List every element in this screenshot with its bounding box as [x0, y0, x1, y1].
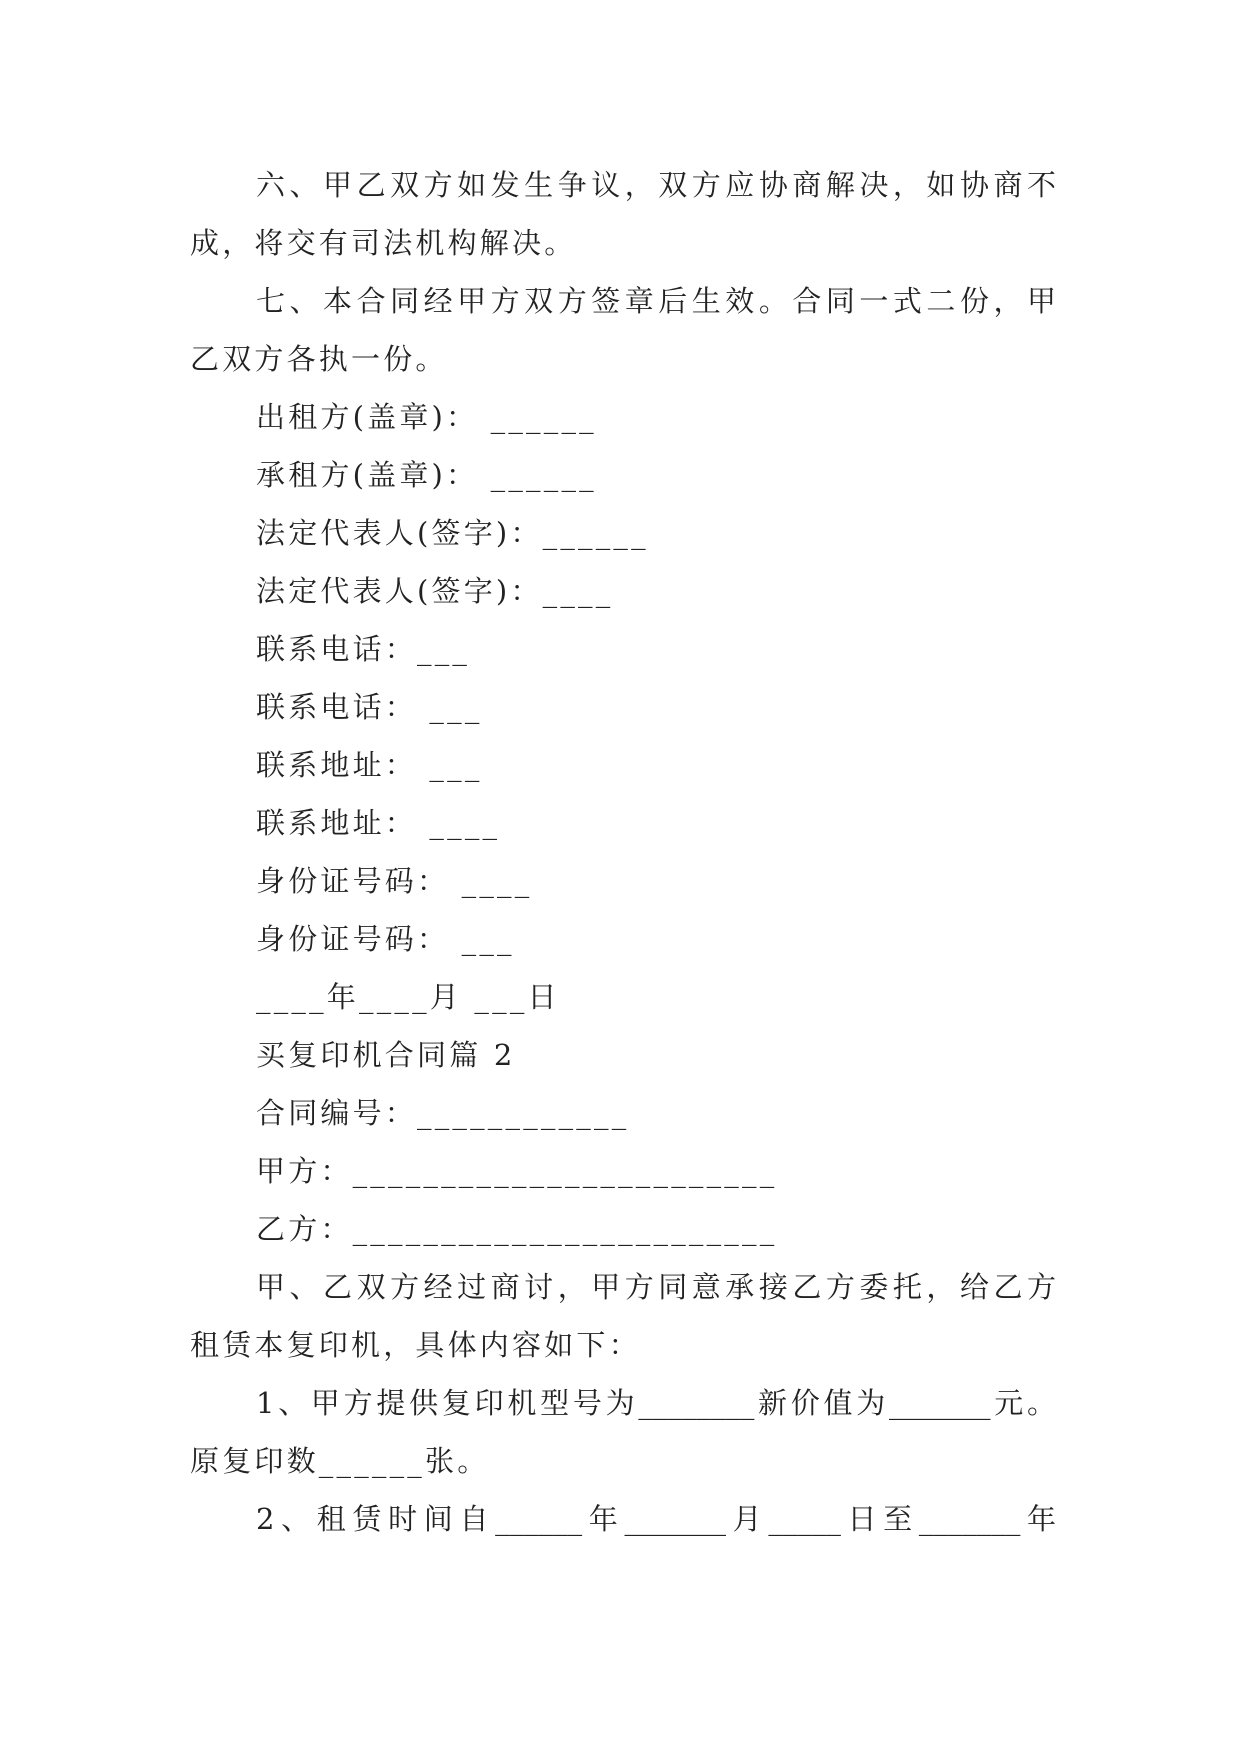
clause-7-line-1: 七、本合同经甲方双方签章后生效。合同一式二份，甲: [256, 284, 1056, 318]
date-field: ____年____月 ___日: [256, 980, 560, 1014]
section-heading: 买复印机合同篇 2: [256, 1038, 516, 1072]
id-number-field-2: 身份证号码： ___: [256, 922, 515, 956]
party-b-field: 乙方：________________________: [256, 1212, 778, 1246]
legal-rep-signature-field-1: 法定代表人(签字)：______: [256, 516, 649, 550]
id-number-field-1: 身份证号码： ____: [256, 864, 533, 898]
clause-6-line-1: 六、甲乙双方如发生争议，双方应协商解决，如协商不: [256, 168, 1056, 202]
item-1-line-1: 1、甲方提供复印机型号为________新价值为_______元。: [256, 1386, 1056, 1420]
lessor-seal-field: 出租方(盖章)： ______: [256, 400, 597, 434]
legal-rep-signature-field-2: 法定代表人(签字)：____: [256, 574, 614, 608]
lessee-seal-field: 承租方(盖章)： ______: [256, 458, 597, 492]
phone-field-1: 联系电话：___: [256, 632, 471, 666]
clause-7-line-2: 乙双方各执一份。: [190, 342, 448, 376]
phone-field-2: 联系电话： ___: [256, 690, 483, 724]
clause-6-line-2: 成，将交有司法机构解决。: [190, 226, 577, 260]
item-1-line-2: 原复印数______张。: [190, 1444, 490, 1478]
contract-number-field: 合同编号：____________: [256, 1096, 630, 1130]
item-2-line-1: 2、租赁时间自______年_______月_____日至_______年: [256, 1502, 1056, 1536]
intro-line-2: 租赁本复印机，具体内容如下：: [190, 1328, 641, 1362]
intro-line-1: 甲、乙双方经过商讨，甲方同意承接乙方委托，给乙方: [256, 1270, 1056, 1304]
address-field-1: 联系地址： ___: [256, 748, 483, 782]
address-field-2: 联系地址： ____: [256, 806, 501, 840]
party-a-field: 甲方：________________________: [256, 1154, 778, 1188]
